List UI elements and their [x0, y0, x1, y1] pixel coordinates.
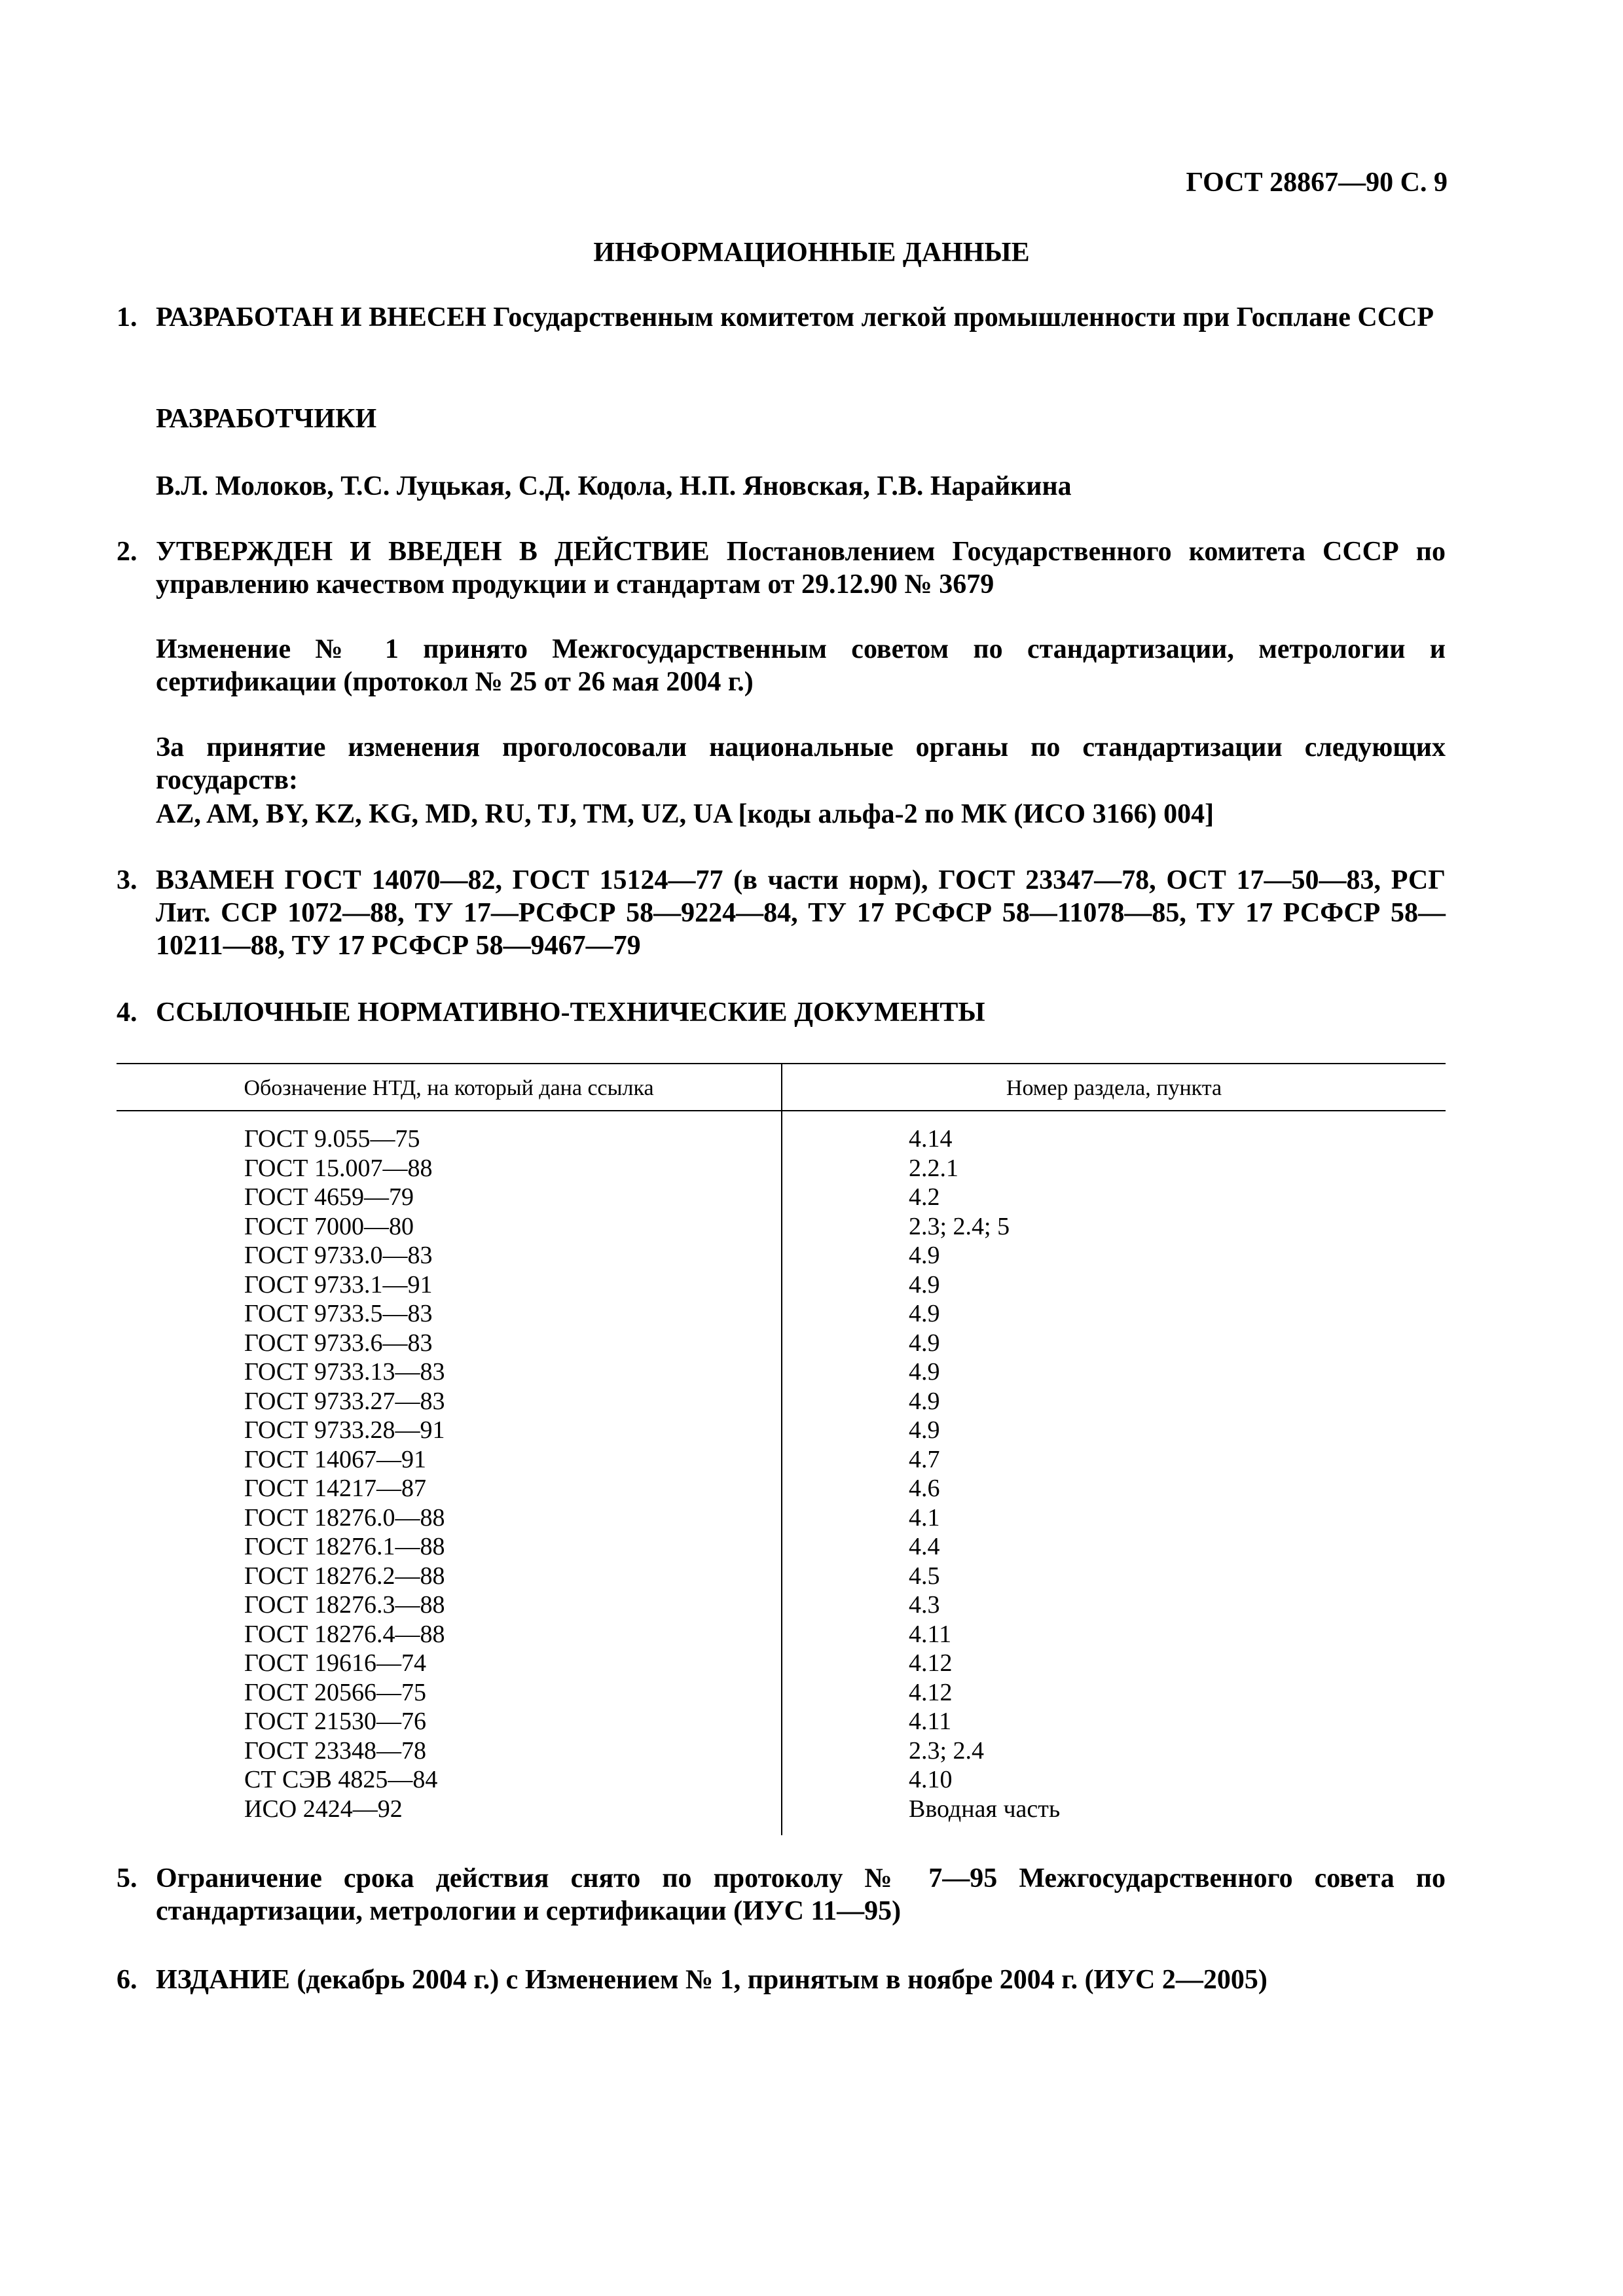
item-number: 4. — [117, 997, 137, 1028]
developers-list: В.Л. Молоков, Т.С. Луцькая, С.Д. Кодола, Н.П. Яновская, Г.В. Нарайкина — [156, 471, 1072, 501]
table-cell-designation: ГОСТ 9733.6—83 — [244, 1329, 433, 1357]
table-cell-designation: ГОСТ 14067—91 — [244, 1445, 426, 1473]
table-cell-designation: ГОСТ 9733.28—91 — [244, 1416, 445, 1444]
table-cell-section: 4.9 — [909, 1270, 940, 1299]
page-title: ИНФОРМАЦИОННЫЕ ДАННЫЕ — [593, 238, 1030, 268]
table-cell-designation: ГОСТ 18276.4—88 — [244, 1620, 445, 1648]
table-cell-designation: ГОСТ 4659—79 — [244, 1183, 414, 1211]
item-3 — [117, 864, 1446, 962]
table-cell-section: 4.9 — [909, 1329, 940, 1357]
item-4 — [117, 996, 1446, 1029]
item-1 — [117, 301, 1446, 334]
table-cell-section: 4.11 — [909, 1620, 952, 1648]
table-cell-section: 4.9 — [909, 1387, 940, 1415]
item-3-text: ВЗАМЕН ГОСТ 14070—82, ГОСТ 15124—77 (в части норм), ГОСТ 23347—78, ОСТ 17—50—83, РСГ Лит. ССР 1072—88, ТУ 17—РСФСР 58—9224—84, ТУ 17 РСФСР 58—11078—85, ТУ 17 РСФСР 58—10211—88, ТУ 17 РСФСР 58—9467—79 — [156, 865, 1446, 961]
table-cell-designation: ГОСТ 18276.0—88 — [244, 1503, 445, 1532]
table-cell-section: 2.3; 2.4 — [909, 1736, 985, 1765]
table-cell-section: 4.7 — [909, 1445, 940, 1473]
item-5-text: Ограничение срока действия снято по протоколу № 7—95 Межгосударственного совета по стандартизации, метрологии и сертификации (ИУС 11—95) — [156, 1863, 1446, 1926]
table-cell-designation: ГОСТ 9733.13—83 — [244, 1358, 445, 1386]
table-cell-designation: ГОСТ 18276.2—88 — [244, 1562, 445, 1590]
table-cell-section: 4.9 — [909, 1358, 940, 1386]
item-6-text: ИЗДАНИЕ (декабрь 2004 г.) с Изменением № 1, принятым в ноябре 2004 г. (ИУС 2—2005) — [156, 1965, 1267, 1995]
table-cell-section: 4.4 — [909, 1533, 940, 1560]
table-cell-designation: ГОСТ 9733.5—83 — [244, 1300, 433, 1327]
item-number: 1. — [117, 302, 137, 332]
table-cell-section: 4.1 — [909, 1503, 940, 1532]
table-cell-designation: ГОСТ 9733.0—83 — [244, 1242, 433, 1269]
table-cell-section: 2.2.1 — [909, 1154, 958, 1182]
item-2-text: УТВЕРЖДЕН И ВВЕДЕН В ДЕЙСТВИЕ Постановлением Государственного комитета СССР по управлению качеством продукции и стандартам от 29.12.90 № 3679 — [156, 537, 1446, 600]
table-cell-section: 4.9 — [909, 1416, 940, 1444]
table-cell-designation: ГОСТ 9733.27—83 — [244, 1387, 445, 1415]
table-cell-section: 4.3 — [909, 1591, 940, 1619]
table-cell-designation: ГОСТ 21530—76 — [244, 1708, 426, 1735]
country-codes: AZ, AM, BY, KZ, KG, MD, RU, TJ, TM, UZ, UA [коды альфа-2 по МК (ИСО 3166) 004] — [156, 799, 1214, 829]
table-cell-section: 4.12 — [909, 1678, 953, 1706]
table-cell-designation: ГОСТ 18276.1—88 — [244, 1533, 445, 1560]
table-cell-section: 4.14 — [909, 1125, 953, 1153]
designation-column — [244, 1124, 445, 1823]
developers-heading: РАЗРАБОТЧИКИ — [156, 404, 377, 434]
table-cell-section: 4.10 — [909, 1766, 953, 1793]
table-cell-section: Вводная часть — [909, 1795, 1061, 1823]
table-column-divider — [781, 1063, 782, 1835]
reference-table — [117, 1063, 1446, 1835]
votes-note: За принятие изменения проголосовали национальные органы по стандартизации следующих государств: — [156, 732, 1446, 795]
page-header: ГОСТ 28867—90 С. 9 — [1186, 168, 1448, 198]
table-cell-designation: ГОСТ 19616—74 — [244, 1649, 426, 1677]
table-cell-designation: ГОСТ 7000—80 — [244, 1212, 414, 1240]
table-cell-section: 2.3; 2.4; 5 — [909, 1212, 1010, 1240]
item-number: 5. — [117, 1863, 137, 1893]
table-cell-designation: ГОСТ 23348—78 — [244, 1736, 426, 1765]
table-cell-designation: ГОСТ 20566—75 — [244, 1678, 426, 1706]
table-cell-designation: ИСО 2424—92 — [244, 1795, 403, 1823]
item-1-text: РАЗРАБОТАН И ВНЕСЕН Государственным комитетом легкой промышленности при Госплане СССР — [156, 302, 1434, 332]
table-header-section: Номер раздела, пункта — [1006, 1076, 1222, 1100]
table-cell-designation: СТ СЭВ 4825—84 — [244, 1766, 438, 1793]
table-cell-section: 4.6 — [909, 1475, 940, 1502]
table-cell-designation: ГОСТ 18276.3—88 — [244, 1591, 445, 1619]
table-cell-section: 4.9 — [909, 1242, 940, 1269]
table-cell-section: 4.2 — [909, 1183, 940, 1211]
table-cell-designation: ГОСТ 14217—87 — [244, 1475, 426, 1502]
item-number: 2. — [117, 537, 137, 567]
table-cell-designation: ГОСТ 9.055—75 — [244, 1125, 420, 1153]
table-cell-section: 4.11 — [909, 1708, 952, 1735]
table-cell-designation: ГОСТ 15.007—88 — [244, 1154, 433, 1182]
change-note: Изменение № 1 принято Межгосударственным советом по стандартизации, метрологии и сертификации (протокол № 25 от 26 мая 2004 г.) — [156, 634, 1446, 697]
table-header-designation: Обозначение НТД, на который дана ссылка — [244, 1076, 654, 1100]
table-cell-section: 4.12 — [909, 1649, 953, 1677]
section-column — [909, 1124, 1060, 1823]
item-number: 3. — [117, 865, 137, 895]
item-6 — [117, 1964, 1446, 1996]
item-5 — [117, 1862, 1446, 1928]
table-cell-designation: ГОСТ 9733.1—91 — [244, 1270, 433, 1299]
table-cell-section: 4.5 — [909, 1562, 940, 1590]
table-cell-section: 4.9 — [909, 1300, 940, 1327]
item-4-text: ССЫЛОЧНЫЕ НОРМАТИВНО-ТЕХНИЧЕСКИЕ ДОКУМЕНТЫ — [156, 997, 985, 1028]
item-2 — [117, 535, 1446, 601]
item-number: 6. — [117, 1965, 137, 1995]
